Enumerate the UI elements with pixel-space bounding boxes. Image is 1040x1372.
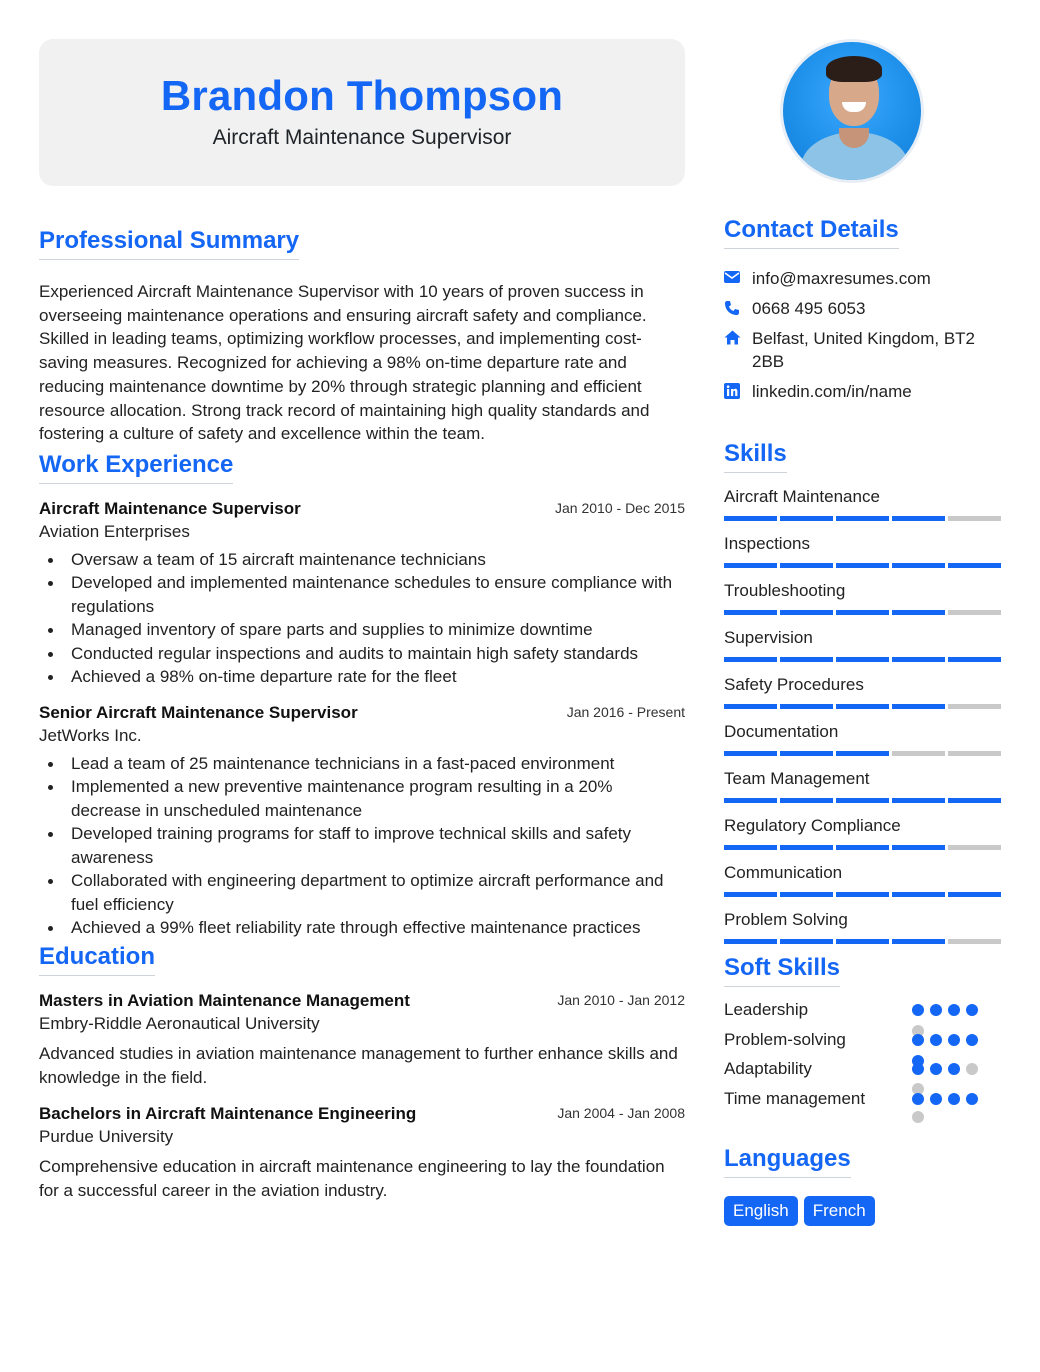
job-bullet: Conducted regular inspections and audits to maintain high safety standards [39, 642, 685, 666]
job-dates: Jan 2016 - Present [566, 703, 685, 720]
skill-level-bar [724, 845, 1001, 850]
job-bullet: Oversaw a team of 15 aircraft maintenance technicians [39, 548, 685, 572]
job-bullets [39, 548, 685, 689]
linkedin-icon [724, 380, 752, 399]
experience-section [39, 450, 685, 940]
job-bullet: Developed training programs for staff to improve technical skills and safety awareness [39, 822, 685, 869]
skill-level-segment [892, 704, 945, 709]
skill-name: Documentation [724, 722, 839, 741]
soft-skill-name: Problem-solving [724, 1029, 846, 1049]
soft-skill-name: Time management [724, 1088, 866, 1108]
skill-level-segment [948, 516, 1001, 521]
skill-level-segment [948, 657, 1001, 662]
skill-level-segment [724, 939, 777, 944]
skill-name: Safety Procedures [724, 675, 864, 694]
education-section [39, 942, 685, 1204]
skill-level-segment [780, 516, 833, 521]
skill-name: Inspections [724, 534, 810, 553]
contact-linkedin[interactable] [724, 380, 1001, 403]
education-entry [39, 1103, 685, 1204]
skill-level-segment [724, 845, 777, 850]
skill-item [724, 581, 1001, 615]
skill-level-segment [836, 516, 889, 521]
summary-section [39, 226, 685, 446]
skill-level-segment [948, 892, 1001, 897]
job-bullet: Developed and implemented maintenance schedules to ensure compliance with regulations [39, 571, 685, 618]
skill-level-segment [724, 657, 777, 662]
skill-level-bar [724, 751, 1001, 756]
skill-level-segment [836, 563, 889, 568]
job-entry [39, 498, 685, 689]
skill-level-segment [780, 892, 833, 897]
skill-item [724, 534, 1001, 568]
skill-item [724, 628, 1001, 662]
sidebar-column [724, 39, 1001, 1226]
contact-address [724, 327, 1001, 373]
skill-level-segment [948, 939, 1001, 944]
candidate-name: Brandon Thompson [160, 72, 564, 119]
job-entry [39, 702, 685, 940]
skill-name: Communication [724, 863, 843, 882]
soft-skills-heading: Soft Skills [724, 953, 840, 987]
skill-level-segment [724, 892, 777, 897]
job-bullets [39, 752, 685, 940]
education-dates: Jan 2004 - Jan 2008 [557, 1104, 685, 1121]
skill-level-segment [892, 563, 945, 568]
contact-phone[interactable] [724, 297, 1001, 320]
skill-level-bar [724, 657, 1001, 662]
email-text: info@maxresumes.com [752, 269, 931, 288]
education-entry [39, 990, 685, 1091]
skill-level-segment [836, 657, 889, 662]
job-role: Aircraft Maintenance Supervisor [39, 498, 301, 518]
skill-item [724, 487, 1001, 521]
skill-item [724, 816, 1001, 850]
skills-list [724, 487, 1001, 944]
soft-skill-row [724, 1059, 1001, 1089]
soft-skill-row [724, 1089, 1001, 1119]
linkedin-text: linkedin.com/in/name [752, 382, 912, 401]
skill-name: Regulatory Compliance [724, 816, 901, 835]
soft-skill-rating [912, 1000, 992, 1020]
skill-level-segment [724, 704, 777, 709]
skill-level-bar [724, 563, 1001, 568]
skill-item [724, 722, 1001, 756]
skill-level-segment [836, 610, 889, 615]
skill-level-segment [780, 657, 833, 662]
skill-level-segment [836, 798, 889, 803]
skill-level-segment [892, 798, 945, 803]
header-card [39, 39, 685, 186]
skill-level-segment [724, 798, 777, 803]
skill-name: Aircraft Maintenance [724, 487, 880, 506]
skill-level-segment [948, 798, 1001, 803]
skill-name: Problem Solving [724, 910, 848, 929]
skill-level-segment [836, 845, 889, 850]
skills-heading: Skills [724, 439, 787, 473]
skill-item [724, 863, 1001, 897]
phone-text: 0668 495 6053 [752, 299, 866, 318]
skill-level-segment [948, 563, 1001, 568]
school-name: Purdue University [39, 1126, 174, 1146]
skill-level-bar [724, 610, 1001, 615]
candidate-title: Aircraft Maintenance Supervisor [212, 126, 512, 149]
job-bullet: Lead a team of 25 maintenance technicians in a fast-paced environment [39, 752, 685, 776]
education-description: Advanced studies in aviation maintenance management to further enhance skills and knowledge in the field. [39, 1043, 678, 1088]
degree-title: Bachelors in Aircraft Maintenance Engineering [39, 1103, 417, 1123]
skill-level-segment [780, 563, 833, 568]
skill-level-segment [892, 516, 945, 521]
skill-level-segment [836, 704, 889, 709]
skill-level-segment [836, 939, 889, 944]
skill-level-segment [836, 751, 889, 756]
soft-skills-section [724, 953, 1001, 1118]
skill-level-bar [724, 892, 1001, 897]
skill-level-segment [836, 892, 889, 897]
skill-level-segment [780, 704, 833, 709]
phone-icon [724, 297, 752, 316]
languages-heading: Languages [724, 1144, 851, 1178]
soft-skill-rating [912, 1030, 992, 1050]
job-company: JetWorks Inc. [39, 725, 142, 745]
language-tag: English [724, 1196, 798, 1226]
main-column [39, 39, 685, 1204]
skill-name: Supervision [724, 628, 813, 647]
experience-heading: Work Experience [39, 450, 233, 484]
soft-skill-rating [912, 1059, 992, 1079]
degree-title: Masters in Aviation Maintenance Management [39, 990, 410, 1010]
skill-item [724, 769, 1001, 803]
soft-skill-row [724, 1000, 1001, 1030]
skill-level-segment [724, 610, 777, 615]
skill-level-segment [892, 751, 945, 756]
skill-level-bar [724, 939, 1001, 944]
skill-level-segment [892, 845, 945, 850]
skill-level-segment [892, 892, 945, 897]
education-description: Comprehensive education in aircraft maintenance engineering to lay the foundation for a successful career in the aviation industry. [39, 1156, 665, 1201]
avatar [780, 39, 924, 183]
email-icon [724, 267, 752, 284]
address-text: Belfast, United Kingdom, BT2 2BB [752, 329, 976, 371]
skill-level-segment [892, 657, 945, 662]
school-name: Embry-Riddle Aeronautical University [39, 1013, 320, 1033]
education-heading: Education [39, 942, 155, 976]
contact-section [724, 215, 1001, 403]
skill-level-segment [780, 845, 833, 850]
skill-level-segment [892, 939, 945, 944]
skills-section [724, 439, 1001, 944]
language-tag: French [804, 1196, 875, 1226]
soft-skill-name: Leadership [724, 1000, 809, 1019]
skill-item [724, 910, 1001, 944]
skill-level-segment [724, 516, 777, 521]
home-icon [724, 327, 752, 345]
skill-name: Troubleshooting [724, 581, 846, 600]
skill-level-segment [948, 845, 1001, 850]
skill-level-segment [780, 939, 833, 944]
skill-level-bar [724, 516, 1001, 521]
skill-item [724, 675, 1001, 709]
job-bullet: Collaborated with engineering department to optimize aircraft performance and fuel efficiency [39, 869, 685, 916]
skill-level-bar [724, 704, 1001, 709]
languages-section [724, 1144, 1001, 1226]
summary-heading: Professional Summary [39, 226, 299, 260]
soft-skill-name: Adaptability [724, 1059, 812, 1078]
skill-name: Team Management [724, 769, 870, 788]
soft-skill-rating [912, 1089, 992, 1109]
skill-level-segment [948, 610, 1001, 615]
skill-level-segment [780, 610, 833, 615]
job-role: Senior Aircraft Maintenance Supervisor [39, 702, 358, 722]
skill-level-segment [948, 751, 1001, 756]
skill-level-segment [724, 563, 777, 568]
skill-level-segment [780, 751, 833, 756]
job-bullet: Implemented a new preventive maintenance program resulting in a 20% decrease in unscheduled maintenance [39, 775, 685, 822]
education-dates: Jan 2010 - Jan 2012 [557, 991, 685, 1008]
skill-level-segment [948, 704, 1001, 709]
skill-level-segment [892, 610, 945, 615]
contact-heading: Contact Details [724, 215, 899, 249]
job-company: Aviation Enterprises [39, 521, 190, 541]
job-bullet: Achieved a 98% on-time departure rate for the fleet [39, 665, 685, 689]
contact-email[interactable] [724, 267, 1001, 290]
job-dates: Jan 2010 - Dec 2015 [555, 499, 685, 516]
skill-level-bar [724, 798, 1001, 803]
skill-level-segment [780, 798, 833, 803]
job-bullet: Achieved a 99% fleet reliability rate through effective maintenance practices [39, 916, 685, 940]
summary-text: Experienced Aircraft Maintenance Supervisor with 10 years of proven success in overseeing maintenance operations and ensuring aircraft safety and compliance. Skilled in leading teams, optimizing workflow processes, and implementing cost-saving measures. Recognized for achieving a 98% on-time departure rate and reducing maintenance downtime by 20% through strategic planning and efficient resource allocation. Strong track record of maintaining high quality standards and fostering a culture of safety and excellence within the team. [39, 282, 650, 444]
soft-skill-row [724, 1030, 1001, 1060]
job-bullet: Managed inventory of spare parts and supplies to minimize downtime [39, 618, 685, 642]
skill-level-segment [724, 751, 777, 756]
